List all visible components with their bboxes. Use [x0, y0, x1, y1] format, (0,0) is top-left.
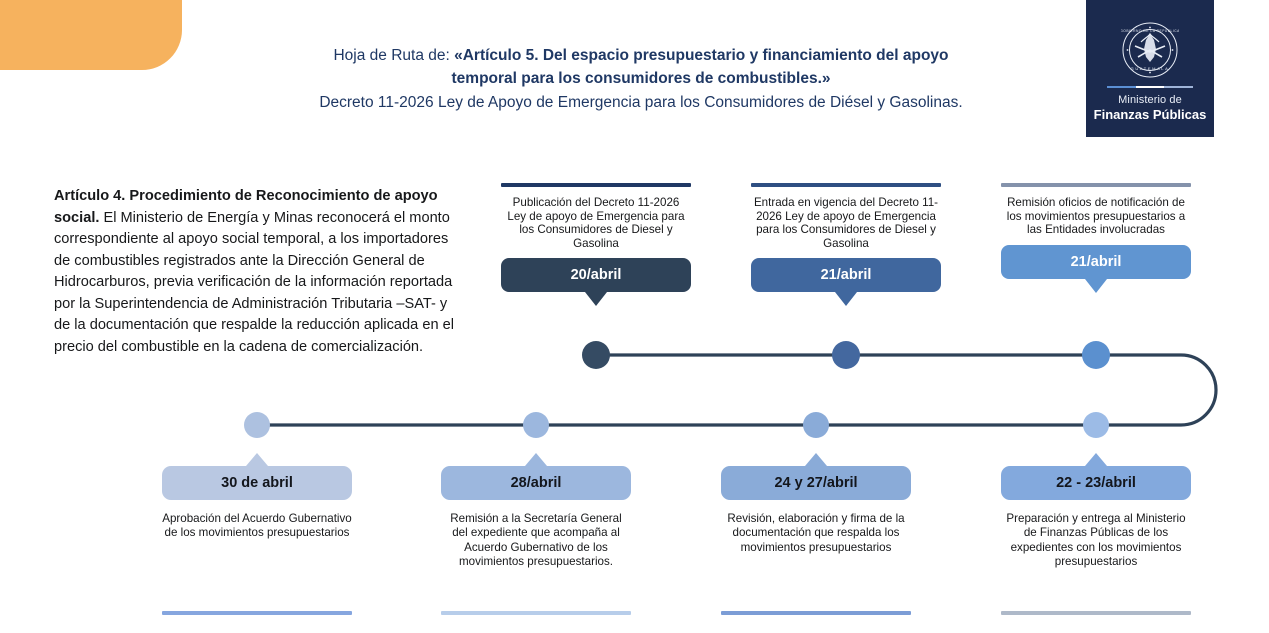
date-pill-wrapper	[1001, 245, 1191, 279]
card-description: Remisión oficios de notificación de los movimientos presupuestarios a las Entidades involucradas	[1006, 196, 1186, 237]
title-line-3: Decreto 11-2026 Ley de Apoyo de Emergencia para los Consumidores de Diésel y Gasolinas.	[319, 94, 963, 111]
card-description: Remisión a la Secretaría General del expediente que acompaña al Acuerdo Gubernativo de los movimientos presupuestarios.	[450, 512, 622, 569]
date-badge-label: 28/abril	[510, 475, 562, 491]
logo-divider	[1107, 86, 1193, 88]
timeline-bottom-card[interactable]	[441, 466, 631, 570]
logo-ministry-line2: Finanzas Públicas	[1093, 107, 1207, 122]
article-4-paragraph	[54, 186, 454, 358]
timeline-bottom-card[interactable]	[721, 466, 911, 555]
timeline-top-card[interactable]	[751, 183, 941, 292]
date-badge[interactable]: 21/abril	[1001, 245, 1191, 279]
article-4-body: El Ministerio de Energía y Minas reconocerá el monto correspondiente al apoyo social temporal, a los importadores de combustibles registrados ante la Dirección General de Hidrocarburos, previa verificación de la información reportada por la Superintendencia de Administración Tributaria –SAT- y de la documentación que respalde la reducción aplicada en el precio del combustible en la cadena de comercialización.	[54, 209, 454, 355]
pill-notch-icon	[1085, 453, 1107, 466]
svg-text:GOBIERNO DE LA REPÚBLICA: GOBIERNO DE LA REPÚBLICA	[1121, 29, 1179, 33]
pill-notch-icon	[525, 453, 547, 466]
date-badge-label: 30 de abril	[221, 475, 293, 491]
date-badge[interactable]	[1001, 466, 1191, 500]
date-badge[interactable]	[721, 466, 911, 500]
timeline-bottom-card[interactable]	[1001, 466, 1191, 570]
card-bottom-rule	[1001, 611, 1191, 615]
pill-notch-icon	[835, 292, 857, 306]
date-badge-label: 22 - 23/abril	[1056, 475, 1136, 491]
card-description: Revisión, elaboración y firma de la documentación que respalda los movimientos presupuestarios	[727, 512, 905, 554]
page-title	[236, 44, 1046, 115]
card-bottom-rule	[721, 611, 911, 615]
card-description: Aprobación del Acuerdo Gubernativo de los movimientos presupuestarios	[162, 512, 352, 540]
date-badge-label: 24 y 27/abril	[774, 475, 858, 491]
date-badge[interactable]: 20/abril	[501, 258, 691, 292]
svg-text:GUATEMALA: GUATEMALA	[1130, 66, 1170, 71]
ministry-logo	[1086, 0, 1214, 137]
article-4-lead: Artículo 4. Procedimiento de Reconocimiento de apoyo social.	[54, 188, 438, 226]
pill-notch-icon	[1085, 279, 1107, 293]
date-pill-wrapper	[501, 258, 691, 292]
card-bottom-rule	[162, 611, 352, 615]
guatemala-emblem-icon	[1121, 21, 1179, 79]
date-badge[interactable]: 21/abril	[751, 258, 941, 292]
timeline-top-card[interactable]	[501, 183, 691, 292]
pill-notch-icon	[805, 453, 827, 466]
date-badge[interactable]	[162, 466, 352, 500]
card-description: Preparación y entrega al Ministerio de Finanzas Públicas de los expedientes con los movimientos presupuestarios	[1006, 512, 1186, 569]
pill-notch-icon	[585, 292, 607, 306]
date-pill-wrapper	[751, 258, 941, 292]
title-line-1	[236, 44, 1046, 67]
date-badge[interactable]	[441, 466, 631, 500]
orange-corner-decoration	[0, 0, 182, 70]
card-description: Publicación del Decreto 11-2026 Ley de apoyo de Emergencia para los Consumidores de Diesel y Gasolina	[507, 196, 685, 250]
card-description: Entrada en vigencia del Decreto 11-2026 Ley de apoyo de Emergencia para los Consumidores de Diesel y Gasolina	[753, 196, 939, 250]
card-bottom-rule	[441, 611, 631, 615]
title-bold-part: «Artículo 5. Del espacio presupuestario y financiamiento del apoyo	[454, 47, 949, 64]
logo-ministry-line1: Ministerio de	[1118, 94, 1182, 106]
title-prefix: Hoja de Ruta de:	[333, 47, 455, 64]
timeline-top-card[interactable]	[1001, 183, 1191, 279]
timeline-bottom-card[interactable]	[162, 466, 352, 541]
title-line-2: temporal para los consumidores de combustibles.»	[451, 70, 831, 87]
pill-notch-icon	[246, 453, 268, 466]
